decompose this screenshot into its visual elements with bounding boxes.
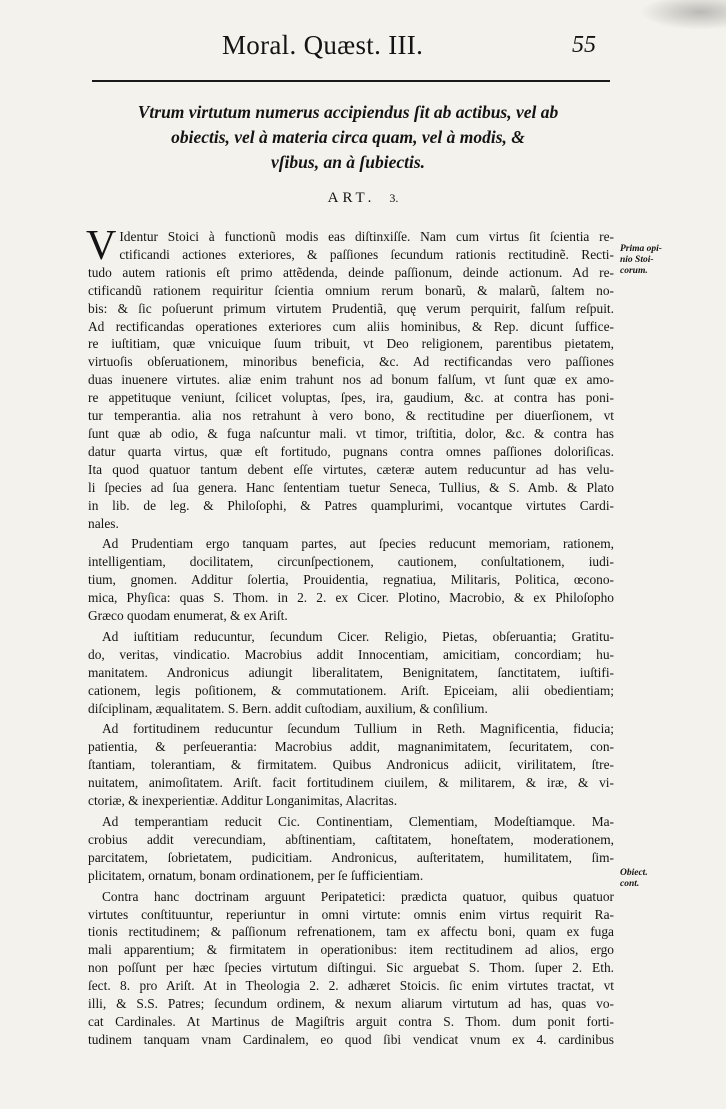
drop-cap: V — [86, 223, 117, 269]
text-line: Ad fortitudinem reducuntur ſecundum Tullium in Reth. Magnificentia, fiducia; — [102, 721, 614, 737]
text-line: tur temperantia. alia nos retrahunt à vero bono, & rectitudine per diuerſionem, vt — [88, 408, 614, 424]
question-line: obiectis, vel à materia circa quam, vel à modis, & — [171, 127, 525, 147]
text-line: Ad iuſtitiam reducuntur, ſecundum Cicer. Religio, Pietas, obſeruantia; Gratitu- — [102, 628, 614, 644]
question-line: Vtrum virtutum numerus accipiendus ſit ab actibus, vel ab — [137, 102, 559, 122]
text-line: diſciplinam, æqualitatem. S. Bern. addit cuſtodiam, auxilium, & conſilium. — [88, 700, 488, 716]
text-line: bis: & ſic poſuerunt primum virtutem Prudentiã, quę verum perquirit, falſum reſpuit. — [88, 300, 614, 316]
article-label: ART. — [327, 190, 376, 206]
text-line: re appetituque veniunt, ſcilicet voluptas, ſpes, ira, gaudium, &c. at contra has poni- — [88, 390, 614, 406]
text-line: tium, gnomen. Additur ſolertia, Prouidentia, regnatiua, Militaris, Politica, œcono- — [88, 572, 614, 588]
paragraph — [88, 720, 614, 810]
header-rule — [92, 80, 610, 82]
text-line: in lib. de leg. & Philoſophi, & Patres quamplurimi, vocantque virtutes Cardi- — [88, 497, 614, 513]
text-line: Ad rectificandas operationes exteriores cum aliis hominibus, & Rep. dicunt ſuffice- — [88, 318, 614, 334]
text-line: do, veritas, vindicatio. Macrobius addit Innocentiam, amicitiam, concordiam; hu- — [88, 646, 614, 662]
text-line: parcitatem, ſobrietatem, pudicitiam. Andronicus, auſteritatem, humilitatem, ſim- — [88, 849, 614, 865]
text-line: Ad temperantiam reducit Cic. Continentiam, Clementiam, Modeſtiamque. Ma- — [102, 814, 614, 829]
text-line: patientia, & perſeuerantia: Macrobius addit, magnanimitatem, ſecuritatem, con- — [88, 739, 614, 755]
text-line: nales. — [88, 515, 119, 531]
text-line: ctoriæ, & inexperientiæ. Additur Longanimitas, Alacritas. — [88, 793, 398, 809]
text-line: datur quarta virtus, quæ eſt fortitudo, pugnans contra omnes paſſiones doloriſicas. — [88, 443, 614, 459]
text-line: mica, Phyſica: quas S. Thom. in 2. 2. ex Cicer. Plotino, Macrobio, & ex Philoſopho — [88, 590, 614, 606]
text-line: cationem, legis poſitionem, & commutationem. Ariſt. Epiceiam, alii obedientiam; — [88, 682, 614, 698]
running-title: Moral. Quæst. III. — [222, 30, 424, 60]
page-number: 55 — [572, 32, 596, 58]
paragraph — [88, 813, 614, 885]
text-line: Identur Stoici à functionũ modis eas diſtinxiſſe. Nam cum virtus ſit ſcientia re- — [119, 229, 614, 244]
margin-note-line: nio Stoi- — [620, 255, 654, 265]
paragraph — [86, 223, 614, 532]
text-line: re iuſtitiam, quæ vnicuique ſuum tribuit, vt Deo religionem, parentibus pietatem, — [88, 336, 614, 352]
paragraph — [88, 535, 614, 625]
text-line: tudinem tanquam vnam Cardinalem, eo quod ſibi vendicat vnum ex 4. cardinibus — [88, 1031, 614, 1047]
text-line: crobius addit verecundiam, abſtinentiam, caſtitatem, honeſtatem, moderationem, — [88, 831, 614, 847]
text-line: tudo autem rationis eſt primo attẽdenda, deinde paſſionum, deinde actionum. Ad re- — [88, 264, 614, 280]
text-line: nuitatem, animoſitatem. Ariſt. facit fortitudinem ciuilem, & militarem, & iræ, & vi- — [88, 775, 614, 791]
text-line: plicitatem, ornatum, bonam ordinationem, per ſe ſufficientiam. — [88, 867, 424, 883]
text-line: virtuoſis obſeruationem, minoribus beneficia, &c. Ad rectificandas vero paſſiones — [88, 354, 614, 370]
text-line: intelligentiam, docilitatem, circunſpectionem, cautionem, conſultationem, iudi- — [88, 554, 614, 570]
margin-note-line: Prima opi- — [620, 244, 662, 254]
text-line: mali apparentium; & firmitatem in operationibus: item rectitudinem ad alios, ergo — [88, 942, 614, 958]
margin-note-objection — [620, 868, 668, 890]
text-line: ſect. 8. pro Ariſt. At in Theologia 2. 2. adhæret Stoicis. ſic enim virtutes tractat, vt — [88, 978, 614, 994]
text-line: ctificandũ rationem requiritur ſcientia omnium rerum bonarũ, & malarũ, ſaltem no- — [88, 282, 614, 298]
margin-note-line: Obiect. — [620, 868, 648, 878]
text-line: Ita quod quatuor tantum debent eſſe virtutes, cæteræ autem reducuntur ad has velu- — [88, 461, 614, 477]
text-line: Græco quodam enumerat, & ex Ariſt. — [88, 608, 288, 624]
text-line: non poſſunt per hæc ſpecies virtutum diſtingui. Sic arguebat S. Thom. ſuper 2. Eth. — [88, 960, 614, 976]
text-line: tionis rectitudinem; & paſſionum refrenationem, tam ex affectu boni, quam ex fuga — [88, 924, 614, 940]
article-number: 3. — [389, 191, 399, 205]
text-line: manitatem. Andronicus adiungit liberalitatem, Benignitatem, ſanctitatem, iuſtifi- — [88, 664, 614, 680]
article-heading — [0, 190, 726, 207]
text-line: ſunt quæ ab odio, & fuga naſcuntur mali. vt timor, triſtitia, dolor, &c. & contra has — [88, 425, 614, 441]
paragraph — [88, 628, 614, 718]
margin-note-first-opinion — [620, 244, 668, 277]
paragraph — [88, 888, 614, 1049]
text-line: virtutes conſtituuntur, reperiuntur in omni virtute: omnis enim virtus requirit Ra- — [88, 906, 614, 922]
body-text — [86, 223, 614, 1049]
text-line: Contra hanc doctrinam arguunt Peripatetici: prædicta quatuor, quibus quatuor — [102, 888, 614, 904]
text-line: illi, & S.S. Patres; ſecundum ordinem, & nexum aliarum virtutum ad has, quas vo- — [88, 996, 614, 1012]
question-title — [88, 100, 608, 175]
text-line: Ad Prudentiam ergo tanquam partes, aut ſpecies reducunt memoriam, rationem, — [102, 536, 614, 552]
text-line: ctificandi actiones exteriores, & paſſiones ſecundum rationis rectitudinẽ. Recti- — [119, 246, 614, 262]
text-line: duas inuenere virtutes. aliæ enim trahunt nos ad bonum falſum, vt ſunt quæ ex amo- — [88, 372, 614, 388]
margin-note-line: corum. — [620, 266, 648, 276]
question-line: vſibus, an à ſubiectis. — [270, 152, 426, 172]
text-line: li ſpecies ad ſua genera. Hanc ſententiam tuetur Seneca, Tullius, & S. Amb. & Plato — [88, 479, 614, 495]
running-head — [0, 22, 726, 66]
text-line: ſtantiam, tolerantiam, & firmitatem. Quibus Andronicus adiicit, virilitatem, ſtre- — [88, 757, 614, 773]
margin-note-line: cont. — [620, 879, 640, 889]
text-line: cat Cardinales. At Martinus de Magiſtris arguit contra S. Thom. dum ponit forti- — [88, 1013, 614, 1029]
